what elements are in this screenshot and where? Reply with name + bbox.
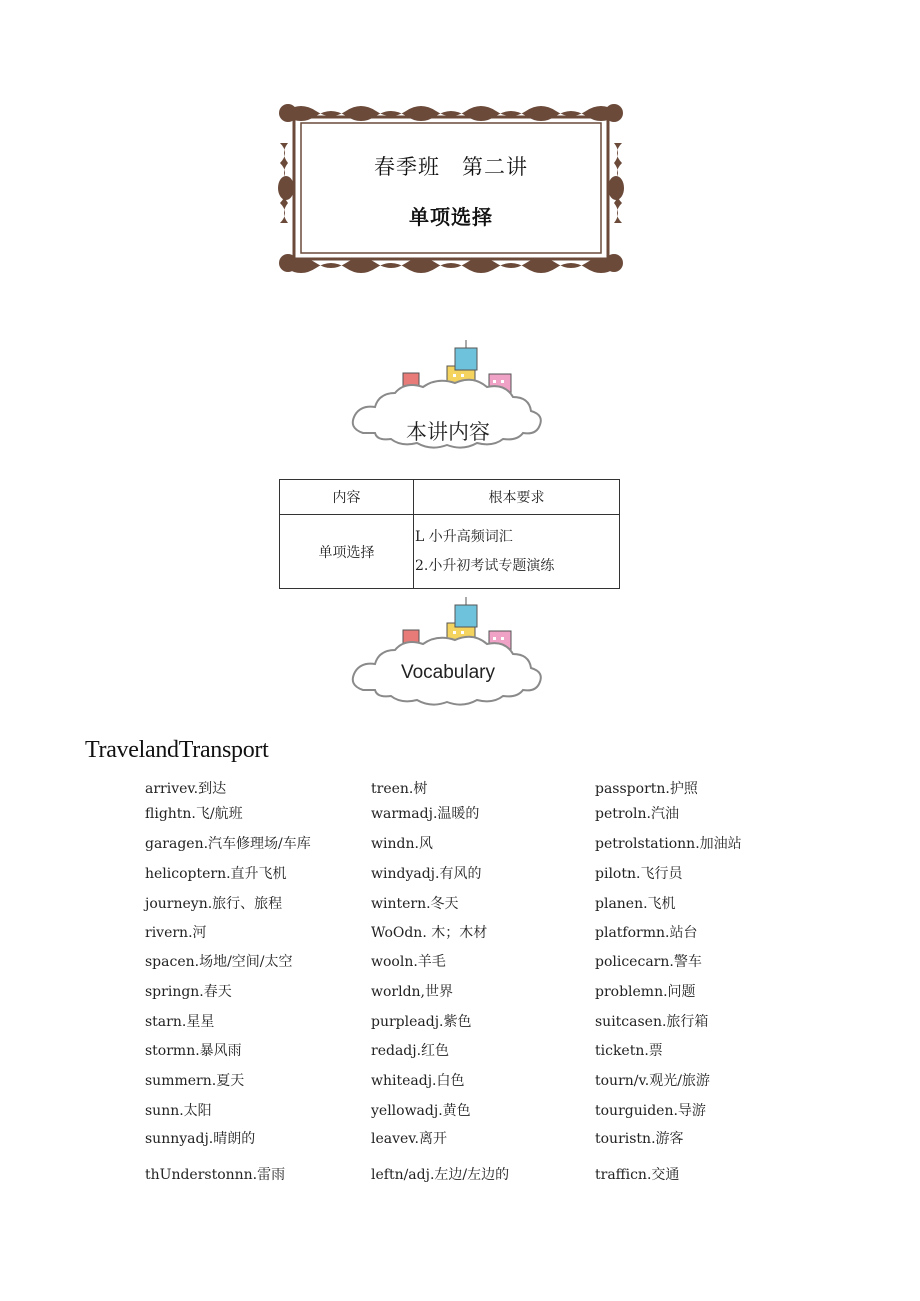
table-row xyxy=(280,515,620,589)
vocab-item: redadj.红色 xyxy=(371,1043,450,1059)
table-cell xyxy=(414,515,620,589)
vocab-item: summern.夏天 xyxy=(145,1073,245,1089)
vocab-item: petroln.汽油 xyxy=(595,806,679,822)
section-title: TravelandTransport xyxy=(85,737,269,763)
vocab-item: wintern.冬天 xyxy=(371,896,459,912)
vocab-item: WoOdn. 木；木材 xyxy=(371,925,488,941)
vocab-item: tourn∕v.观光/旅游 xyxy=(595,1073,710,1089)
vocab-item: windyadj.有风的 xyxy=(371,866,482,882)
vocab-item: rivern.河 xyxy=(145,925,207,941)
vocab-item: springn.春天 xyxy=(145,984,232,1000)
vocab-item: helicoptern.直升飞机 xyxy=(145,866,287,882)
table-header-row xyxy=(280,480,620,515)
table-cell: 单项选择 xyxy=(280,515,414,589)
vocab-item: ticketn.票 xyxy=(595,1043,663,1059)
ornate-border-icon xyxy=(276,103,626,273)
vocab-item: warmadj.温暖的 xyxy=(371,806,480,822)
cloud-city-icon xyxy=(343,595,553,710)
lesson-subtitle: 单项选择 xyxy=(409,205,493,229)
vocab-item: purpleadj.紫色 xyxy=(371,1014,472,1030)
vocab-item: tourguiden.导游 xyxy=(595,1103,706,1119)
vocab-item: spacen.场地/空间/太空 xyxy=(145,954,293,970)
vocab-item: starn.星星 xyxy=(145,1014,215,1030)
vocabulary-badge xyxy=(343,595,553,710)
vocab-item: thUnderstonnn.雷雨 xyxy=(145,1167,286,1183)
vocab-item: garagen.汽车修理场/车库 xyxy=(145,836,311,852)
vocab-item: policecarn.警车 xyxy=(595,954,702,970)
vocab-item: sunnyadj.晴朗的 xyxy=(145,1131,256,1147)
requirement-item: 2.小升初考试专题演练 xyxy=(415,557,555,574)
vocab-item: stormn.暴风雨 xyxy=(145,1043,242,1059)
vocabulary-label: Vocabulary xyxy=(400,662,495,683)
content-badge xyxy=(343,338,553,453)
vocab-item: problemn.问题 xyxy=(595,984,696,1000)
vocab-item: pilotn.飞行员 xyxy=(595,866,683,882)
vocab-item: leftn∕adj.左边/左边的 xyxy=(371,1167,510,1183)
requirement-item: L 小升高频词汇 xyxy=(415,528,513,545)
content-label: 本讲内容 xyxy=(406,420,490,444)
vocab-item: passportn.护照 xyxy=(595,781,698,797)
vocab-item: wooln.羊毛 xyxy=(371,954,446,970)
vocab-item: platformn.站台 xyxy=(595,925,698,941)
table-header-cell: 根本要求 xyxy=(414,480,620,515)
vocab-item: whiteadj.白色 xyxy=(371,1073,465,1089)
vocab-item: leavev.离开 xyxy=(371,1131,448,1147)
vocab-item: flightn.飞/航班 xyxy=(145,806,243,822)
table-header-cell: 内容 xyxy=(280,480,414,515)
vocab-item: yellowadj.黄色 xyxy=(371,1103,471,1119)
lesson-title: 春季班 第二讲 xyxy=(374,155,528,179)
vocab-item: planen.飞机 xyxy=(595,896,676,912)
content-table xyxy=(279,479,620,589)
vocab-item: arrivev.到达 xyxy=(145,781,227,797)
vocab-item: suitcasen.旅行箱 xyxy=(595,1014,709,1030)
vocab-item: petrolstationn.加油站 xyxy=(595,836,742,852)
title-frame xyxy=(276,103,626,273)
vocab-item: worldn,世界 xyxy=(371,984,454,1000)
vocab-item: journeyn.旅行、旅程 xyxy=(145,896,283,912)
vocab-item: sunn.太阳 xyxy=(145,1103,212,1119)
vocab-item: windn.风 xyxy=(371,836,433,852)
vocab-item: touristn.游客 xyxy=(595,1131,684,1147)
vocab-item: treen.树 xyxy=(371,781,428,797)
vocab-item: trafficn.交通 xyxy=(595,1167,680,1183)
